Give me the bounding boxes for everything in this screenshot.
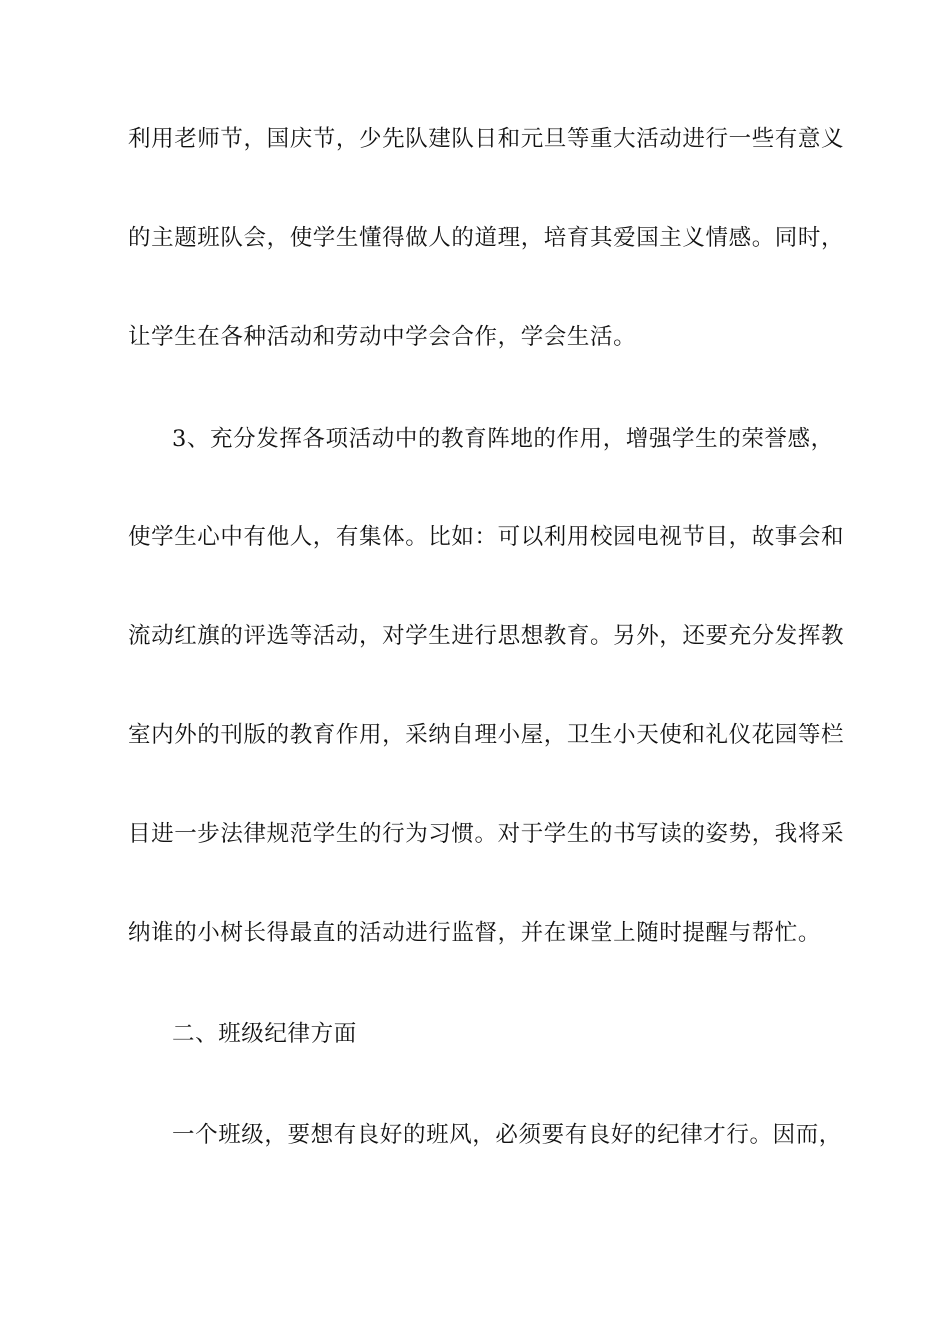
text-line-11: 一个班级，要想有良好的班风，必须要有良好的纪律才行。因而， [172,1122,842,1148]
text-line-3: 让学生在各种活动和劳动中学会合作，学会生活。 [128,324,637,350]
text-line-1: 利用老师节，国庆节，少先队建队日和元旦等重大活动进行一些有意义 [128,126,845,152]
section-heading: 二、班级纪律方面 [172,1021,357,1047]
text-line-4: 3、充分发挥各项活动中的教育阵地的作用，增强学生的荣誉感， [172,426,834,452]
text-line-9: 纳谁的小树长得最直的活动进行监督，并在课堂上随时提醒与帮忙。 [128,920,822,946]
text-line-7: 室内外的刊版的教育作用，采纳自理小屋，卫生小天使和礼仪花园等栏 [128,722,845,748]
text-line-2: 的主题班队会，使学生懂得做人的道理，培育其爱国主义情感。同时， [128,225,845,251]
text-line-5: 使学生心中有他人，有集体。比如：可以利用校园电视节目，故事会和 [128,524,845,550]
text-line-8: 目进一步法律规范学生的行为习惯。对于学生的书写读的姿势，我将采 [128,821,845,847]
text-line-6: 流动红旗的评选等活动，对学生进行思想教育。另外，还要充分发挥教 [128,623,845,649]
